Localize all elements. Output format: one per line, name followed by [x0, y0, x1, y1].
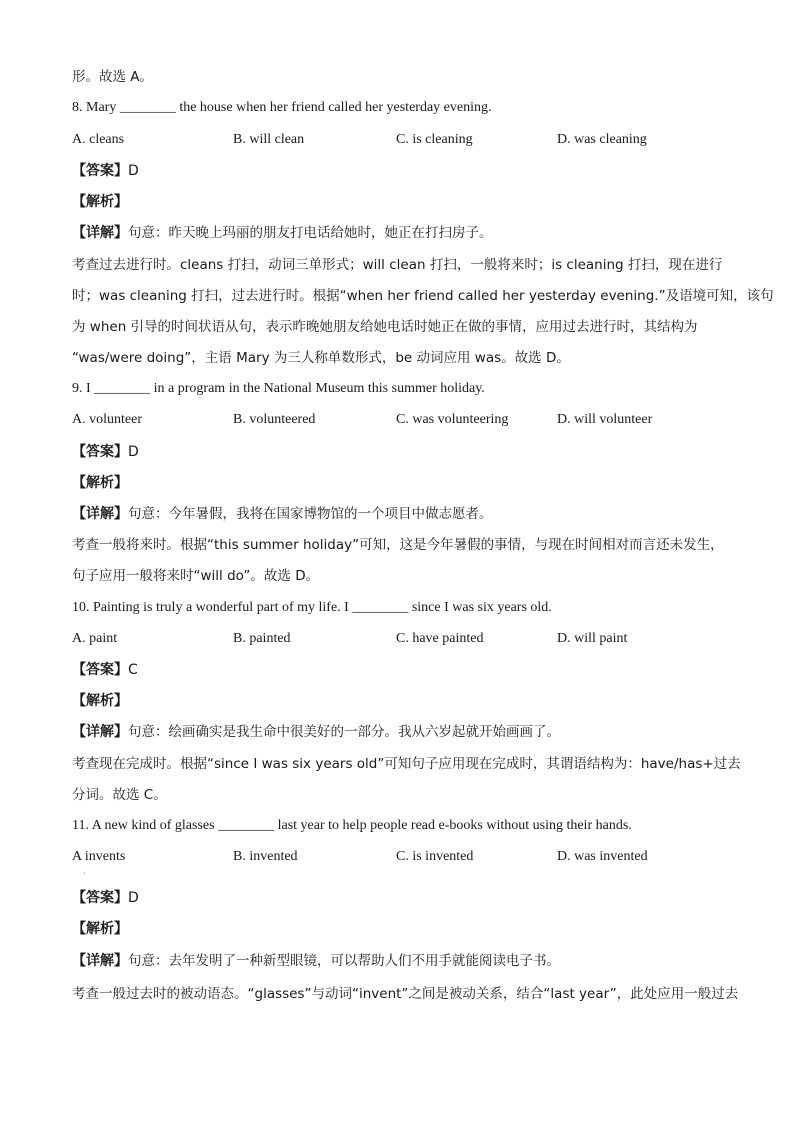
question-11-option-b: B. invented — [233, 849, 298, 864]
question-8-explanation-line: 为 when 引导的时间状语从句，表示昨晚她朋友给她电话时她正在做的事情，应用过去进行时，其结构为 — [72, 319, 698, 335]
question-10-option-c: C. have painted — [396, 631, 484, 646]
detail-label: 【详解】 — [72, 506, 128, 522]
question-9-option-a: A. volunteer — [72, 412, 142, 427]
question-10-stem: 10. Painting is truly a wonderful part of my life. I ________ since I was six years old. — [72, 600, 552, 615]
question-9-answer — [72, 443, 139, 461]
stray-dot-mark: · — [83, 869, 86, 878]
detail-text: 句意：昨天晚上玛丽的朋友打电话给她时，她正在打扫房子。 — [128, 225, 493, 241]
answer-value: C — [128, 662, 138, 678]
question-8-explanation-line: “was/were doing”，主语 Mary 为三人称单数形式，be 动词应用 was。故选 D。 — [72, 350, 570, 366]
question-8-option-d: D. was cleaning — [557, 132, 647, 147]
detail-text: 句意：绘画确实是我生命中很美好的一部分。我从六岁起就开始画画了。 — [128, 724, 560, 740]
question-8-option-a: A. cleans — [72, 132, 125, 147]
question-11-explanation-line: 考查一般过去时的被动语态。“glasses”与动词“invent”之间是被动关系，结合“last year”，此处应用一般过去 — [72, 986, 739, 1002]
detail-text: 句意：今年暑假，我将在国家博物馆的一个项目中做志愿者。 — [128, 506, 493, 522]
question-11-option-c: C. is invented — [396, 849, 474, 864]
answer-value: D — [128, 890, 139, 906]
detail-label: 【详解】 — [72, 225, 128, 241]
question-10-option-d: D. will paint — [557, 631, 628, 646]
question-11-detail — [72, 952, 560, 970]
question-11-stem: 11. A new kind of glasses ________ last year to help people read e-books without using their hands. — [72, 818, 632, 833]
answer-value: D — [128, 163, 139, 179]
question-9-detail — [72, 505, 493, 523]
question-9-option-b: B. volunteered — [233, 412, 316, 427]
question-9-stem: 9. I ________ in a program in the National Museum this summer holiday. — [72, 381, 485, 396]
question-8-detail — [72, 224, 493, 242]
question-11-answer — [72, 889, 139, 907]
detail-label: 【详解】 — [72, 724, 128, 740]
question-10-detail — [72, 723, 560, 741]
question-9-explanation-line: 考查一般将来时。根据“this summer holiday”可知，这是今年暑假的事情，与现在时间相对而言还未发生， — [72, 537, 724, 553]
question-9-analysis-label: 【解析】 — [72, 475, 128, 491]
question-10-option-a: A. paint — [72, 631, 118, 646]
question-8-answer — [72, 162, 139, 180]
answer-label: 【答案】 — [72, 890, 128, 906]
question-11-option-a: A invents — [72, 849, 126, 864]
question-9-option-c: C. was volunteering — [396, 412, 509, 427]
question-8-analysis-label: 【解析】 — [72, 194, 128, 210]
question-8-explanation-line: 时；was cleaning 打扫，过去进行时。根据“when her friend called her yesterday evening.”及语境可知，该句 — [72, 288, 774, 304]
question-10-analysis-label: 【解析】 — [72, 693, 128, 709]
answer-label: 【答案】 — [72, 662, 128, 678]
answer-label: 【答案】 — [72, 444, 128, 460]
answer-label: 【答案】 — [72, 163, 128, 179]
detail-label: 【详解】 — [72, 953, 128, 969]
detail-text: 句意：去年发明了一种新型眼镜，可以帮助人们不用手就能阅读电子书。 — [128, 953, 560, 969]
question-10-explanation-line: 考查现在完成时。根据“since I was six years old”可知句子应用现在完成时，其谓语结构为：have/has+过去 — [72, 756, 741, 772]
previous-explanation-tail: 形。故选 A。 — [72, 69, 154, 85]
question-10-option-b: B. painted — [233, 631, 291, 646]
question-11-analysis-label: 【解析】 — [72, 921, 128, 937]
question-9-explanation-line: 句子应用一般将来时“will do”。故选 D。 — [72, 568, 320, 584]
question-8-stem: 8. Mary ________ the house when her friend called her yesterday evening. — [72, 100, 492, 115]
question-10-explanation-line: 分词。故选 C。 — [72, 787, 167, 803]
question-10-answer — [72, 661, 138, 679]
question-8-explanation-line: 考查过去进行时。cleans 打扫，动词三单形式；will clean 打扫，一般将来时；is cleaning 打扫，现在进行 — [72, 257, 723, 273]
question-11-option-d: D. was invented — [557, 849, 648, 864]
question-9-option-d: D. will volunteer — [557, 412, 653, 427]
question-8-option-c: C. is cleaning — [396, 132, 473, 147]
answer-value: D — [128, 444, 139, 460]
question-8-option-b: B. will clean — [233, 132, 305, 147]
